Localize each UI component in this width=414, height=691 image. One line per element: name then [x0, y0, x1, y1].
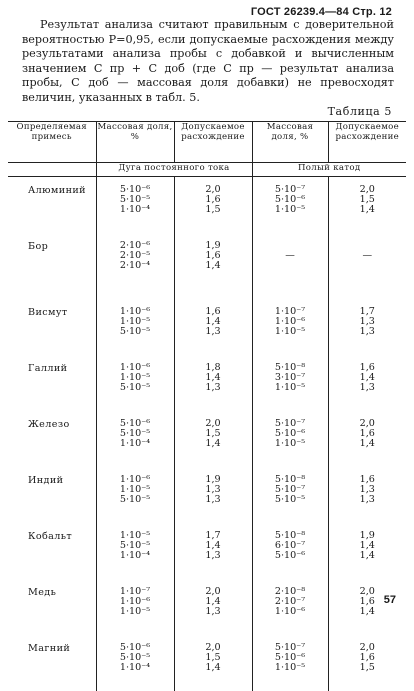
arc-allow-cell: 1,8 1,4 1,3	[174, 355, 252, 411]
arc-mass-cell: 1·10⁻⁶ 1·10⁻⁵ 5·10⁻⁵	[96, 355, 174, 411]
table-caption: Таблица 5	[328, 105, 392, 118]
arc-allow-cell: 1,9 1,3 1,3	[174, 467, 252, 523]
element-cell: Медь	[8, 579, 96, 635]
col-allow-header-1: Допускаемое расхождение	[174, 122, 252, 163]
table-5	[8, 121, 406, 691]
table-row	[8, 355, 406, 411]
cathode-allow-cell: —	[328, 233, 406, 299]
element-cell: Галлий	[8, 355, 96, 411]
cathode-allow-cell: 1,9 1,4 1,4	[328, 523, 406, 579]
element-cell: Алюминий	[8, 177, 96, 234]
cathode-mass-cell: 5·10⁻⁷ 5·10⁻⁶ 1·10⁻⁵	[252, 411, 328, 467]
cathode-allow-cell: 1,7 1,3 1,3	[328, 299, 406, 355]
section-cathode: Полый катод	[252, 163, 406, 177]
intro-paragraph: Результат анализа считают правильным с доверительной вероятностью P=0,95, если допускаемые расхождения между результатами анализа пробы с добавкой и вычисленным значением C пр + C доб (где C пр — результат анализа пробы, C доб — массовая доля добавки) не превосходят величин, указанных в табл. 5.	[22, 18, 394, 105]
section-arc: Дуга постоянного тока	[96, 163, 252, 177]
col-allow-header-2: Допускаемое расхождение	[328, 122, 406, 163]
cathode-allow-cell: 2,0 1,5 1,4	[328, 177, 406, 234]
arc-mass-cell: 1·10⁻⁶ 1·10⁻⁵ 5·10⁻⁵	[96, 299, 174, 355]
cathode-allow-cell: 2,0 1,6 1,4	[328, 411, 406, 467]
cathode-mass-cell: 5·10⁻⁸ 6·10⁻⁷ 5·10⁻⁶	[252, 523, 328, 579]
table-row	[8, 635, 406, 691]
element-cell: Бор	[8, 233, 96, 299]
element-cell: Железо	[8, 411, 96, 467]
cathode-mass-cell: 2·10⁻⁸ 2·10⁻⁷ 1·10⁻⁶	[252, 579, 328, 635]
arc-mass-cell: 2·10⁻⁶ 2·10⁻⁵ 2·10⁻⁴	[96, 233, 174, 299]
cathode-mass-cell: —	[252, 233, 328, 299]
element-cell: Магний	[8, 635, 96, 691]
arc-allow-cell: 2,0 1,4 1,3	[174, 579, 252, 635]
cathode-allow-cell: 1,6 1,4 1,3	[328, 355, 406, 411]
table-row	[8, 523, 406, 579]
arc-allow-cell: 2,0 1,5 1,4	[174, 411, 252, 467]
table-row	[8, 467, 406, 523]
table-row	[8, 177, 406, 234]
col-element-header: Определяемая примесь	[8, 122, 96, 163]
arc-mass-cell: 5·10⁻⁶ 5·10⁻⁵ 1·10⁻⁴	[96, 411, 174, 467]
col-mass-header-2: Массовая доля, %	[252, 122, 328, 163]
arc-allow-cell: 1,7 1,4 1,3	[174, 523, 252, 579]
cathode-mass-cell: 5·10⁻⁸ 3·10⁻⁷ 1·10⁻⁵	[252, 355, 328, 411]
arc-allow-cell: 1,9 1,6 1,4	[174, 233, 252, 299]
cathode-allow-cell: 2,0 1,6 1,5	[328, 635, 406, 691]
element-cell: Кобальт	[8, 523, 96, 579]
table-row	[8, 299, 406, 355]
arc-mass-cell: 1·10⁻⁵ 5·10⁻⁵ 1·10⁻⁴	[96, 523, 174, 579]
col-mass-header-1: Массовая доля, %	[96, 122, 174, 163]
table-row	[8, 233, 406, 299]
cathode-allow-cell: 2,0 1,6 1,4	[328, 579, 406, 635]
section-spacer	[8, 163, 96, 177]
arc-mass-cell: 5·10⁻⁶ 5·10⁻⁵ 1·10⁻⁴	[96, 177, 174, 234]
arc-mass-cell: 1·10⁻⁶ 1·10⁻⁵ 5·10⁻⁵	[96, 467, 174, 523]
table-row	[8, 579, 406, 635]
arc-mass-cell: 1·10⁻⁷ 1·10⁻⁶ 1·10⁻⁵	[96, 579, 174, 635]
arc-mass-cell: 5·10⁻⁶ 5·10⁻⁵ 1·10⁻⁴	[96, 635, 174, 691]
arc-allow-cell: 2,0 1,6 1,5	[174, 177, 252, 234]
table-row	[8, 411, 406, 467]
table-body	[8, 177, 406, 691]
element-cell: Индий	[8, 467, 96, 523]
page-number: 57	[384, 594, 396, 606]
table-section-row	[8, 163, 406, 177]
cathode-mass-cell: 5·10⁻⁷ 5·10⁻⁶ 1·10⁻⁵	[252, 177, 328, 234]
cathode-mass-cell: 5·10⁻⁸ 5·10⁻⁷ 5·10⁻⁵	[252, 467, 328, 523]
cathode-allow-cell: 1,6 1,3 1,3	[328, 467, 406, 523]
table-header-row	[8, 122, 406, 163]
page-header: ГОСТ 26239.4—84 Стр. 12	[251, 6, 392, 18]
element-cell: Висмут	[8, 299, 96, 355]
cathode-mass-cell: 5·10⁻⁷ 5·10⁻⁶ 1·10⁻⁵	[252, 635, 328, 691]
cathode-mass-cell: 1·10⁻⁷ 1·10⁻⁶ 1·10⁻⁵	[252, 299, 328, 355]
arc-allow-cell: 2,0 1,5 1,4	[174, 635, 252, 691]
arc-allow-cell: 1,6 1,4 1,3	[174, 299, 252, 355]
